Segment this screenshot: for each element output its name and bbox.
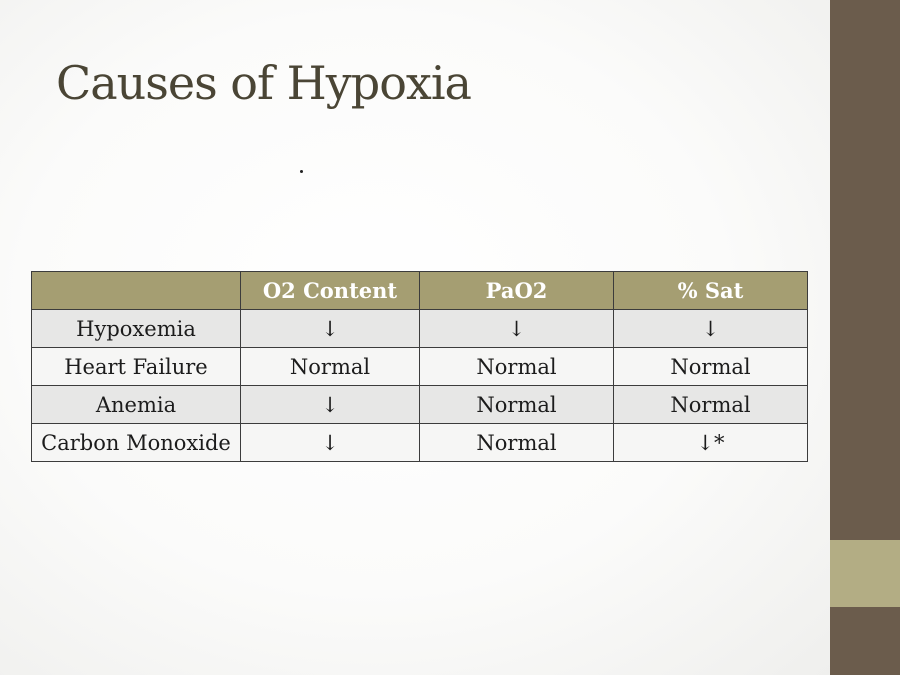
header-cell-sat: % Sat [614, 272, 808, 310]
cell-sat: ↓* [614, 424, 808, 462]
cell-o2-content: Normal [241, 348, 420, 386]
table-row [32, 348, 808, 386]
header-cell-pao2: PaO2 [420, 272, 614, 310]
cell-o2-content: ↓ [241, 310, 420, 348]
table-row [32, 386, 808, 424]
table-row [32, 310, 808, 348]
sidebar-accent-block [830, 540, 900, 607]
cell-o2-content: ↓ [241, 386, 420, 424]
stray-dot [300, 170, 303, 173]
hypoxia-causes-table [31, 271, 808, 462]
cell-cause: Anemia [32, 386, 241, 424]
table-row [32, 424, 808, 462]
slide-title: Causes of Hypoxia [56, 56, 471, 110]
cell-cause: Carbon Monoxide [32, 424, 241, 462]
cell-o2-content: ↓ [241, 424, 420, 462]
cell-sat: Normal [614, 386, 808, 424]
header-cell-blank [32, 272, 241, 310]
cell-cause: Hypoxemia [32, 310, 241, 348]
cell-pao2: Normal [420, 424, 614, 462]
cell-pao2: Normal [420, 348, 614, 386]
table-header-row [32, 272, 808, 310]
cell-pao2: ↓ [420, 310, 614, 348]
cell-sat: ↓ [614, 310, 808, 348]
header-cell-o2-content: O2 Content [241, 272, 420, 310]
cell-cause: Heart Failure [32, 348, 241, 386]
cell-sat: Normal [614, 348, 808, 386]
cell-pao2: Normal [420, 386, 614, 424]
